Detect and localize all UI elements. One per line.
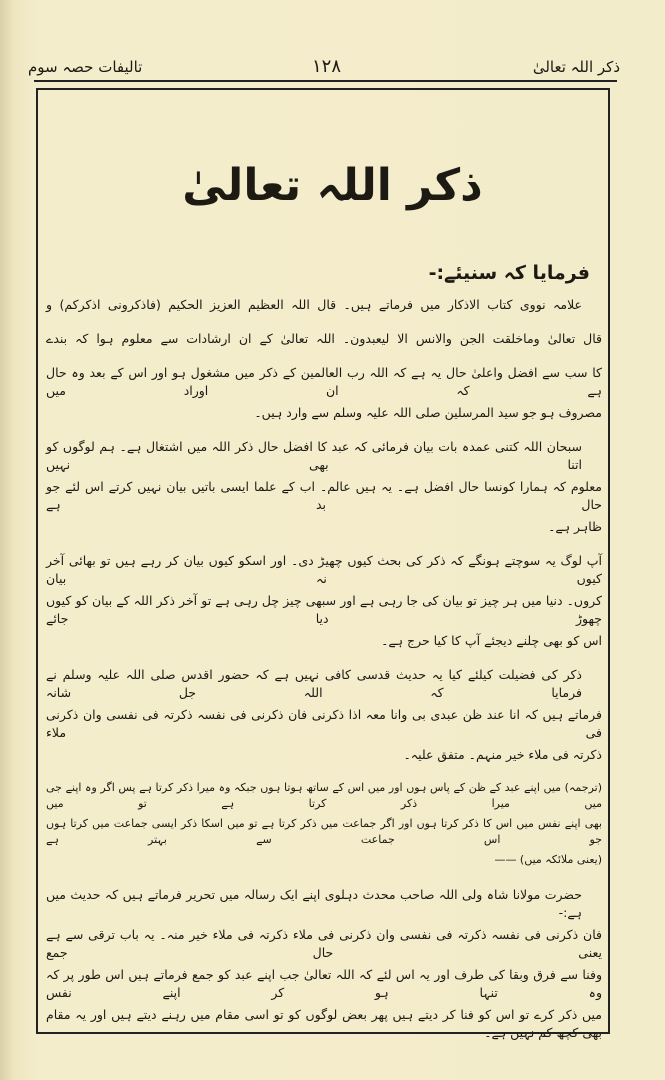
translation-line: (ترجمہ) میں اپنے عبد کے ظن کے پاس ہوں اور میں اس کے ساتھ ہوتا ہوں جبکہ وہ میرا ذکر کرتا ہے پس اگر وہ اپنے جی میں میرا ذکر کرتا ہے تو میں bbox=[46, 781, 602, 810]
text-line: کا سب سے افضل واعلیٰ حال یہ ہے کہ اللہ رب العالمین کے ذکر میں مشغول ہو اور اس کے بعد وہ حال ہے کہ ان اوراد میں bbox=[46, 365, 602, 398]
translation-line: بھی اپنے نفس میں اس کا ذکر کرتا ہوں اور اگر جماعت میں ذکر کرتا ہے تو میں اسکا ذکر ایسی جماعت میں کرتا ہوں جو اس جماعت سے بہتر ہے bbox=[46, 817, 602, 846]
text-line: اس کو بھی چلنے دیجئے آپ کا کیا حرج ہے۔ bbox=[381, 633, 602, 648]
text-line: فان ذکرنی فی نفسہ ذکرتہ فی نفسی وان ذکرنی فی ملاء ذکرتہ فی ملاء خیر منہ۔ یہ باب ترقی سے ہے یعنی حال جمع bbox=[46, 927, 602, 960]
text-line: ذکرتہ فی ملاء خیر منہم۔ متفق علیہ۔ bbox=[403, 747, 602, 762]
text-line: علامہ نووی کتاب الاذکار میں فرماتے ہیں۔ قال اللہ العظیم العزیز الحکیم (فاذکرونی اذکرکم) و bbox=[46, 297, 582, 312]
body-text bbox=[46, 292, 602, 1042]
text-line: وفنا سے فرق وبقا کی طرف اور یہ اس لئے کہ اللہ تعالیٰ جب اپنے عبد کو جمع فرماتے ہیں اس طور پر کہ وہ تنہا ہو کر اپنے نفس bbox=[46, 967, 602, 1000]
chapter-title: ذکر اللہ تعالیٰ bbox=[182, 160, 483, 211]
text-line: میں ذکر کرے تو اس کو فنا کر دیتے ہیں پھر بعض لوگوں کو تو اسی مقام میں رہنے دیتے ہیں اور یہ مقام بھی کچھ کم نہیں ہے۔ bbox=[46, 1007, 602, 1040]
text-line: حضرت مولانا شاہ ولی اللہ صاحب محدث دہلوی اپنے ایک رسالہ میں تحریر فرماتے ہیں کہ حدیث میں ہے:- bbox=[46, 887, 582, 920]
running-title: ذکر اللہ تعالیٰ bbox=[532, 58, 620, 76]
text-line: قال تعالیٰ وماخلقت الجن والانس الا لیعبدون۔ اللہ تعالیٰ کے ان ارشادات سے معلوم ہوا کہ بندے bbox=[46, 331, 602, 346]
translation-line: (یعنی ملائکہ میں) —— bbox=[494, 853, 602, 866]
text-line: ظاہر ہے۔ bbox=[548, 519, 602, 534]
text-line: کروں۔ دنیا میں ہر چیز تو بیان کی جا رہی ہے اور سبھی چیز چل رہی ہے تو آخر ذکر اللہ کے بیان کو کیوں چھوڑ دیا جائے bbox=[46, 593, 602, 626]
book-title: تالیفات حصہ سوم bbox=[28, 58, 143, 76]
text-line: مصروف ہو جو سید المرسلین صلی اللہ علیہ وسلم سے وارد ہیں۔ bbox=[254, 405, 602, 420]
page-number: ۱۲۸ bbox=[312, 56, 342, 77]
header-rule bbox=[34, 80, 617, 82]
subheading: فرمایا کہ سنیئے:- bbox=[428, 262, 590, 284]
text-line: معلوم کہ ہمارا کونسا حال افضل ہے۔ یہ ہیں عالم۔ اب کے علما ایسی باتیں بیان نہیں کرتے اس لئے جو حال بد ہے bbox=[46, 479, 602, 512]
text-line: فرماتے ہیں کہ انا عند ظن عبدی بی وانا معہ اذا ذکرنی فان ذکرنی فی نفسہ ذکرتہ فی نفسی وان ذکرنی فی ملاء bbox=[46, 707, 602, 740]
text-line: سبحان اللہ کتنی عمدہ بات بیان فرمائی کہ عبد کا افضل حال ذکر اللہ میں اشتغال ہے۔ ہم لوگوں کو اتنا بھی نہیں bbox=[46, 439, 582, 472]
text-line: آپ لوگ یہ سوچتے ہونگے کہ ذکر کی بحث کیوں چھیڑ دی۔ اور اسکو کیوں بیان کر رہے ہیں تو بھائی آخر کیوں نہ بیان bbox=[46, 553, 602, 586]
text-line: ذکر کی فضیلت کیلئے کیا یہ حدیث قدسی کافی نہیں ہے کہ حضور اقدس صلی اللہ علیہ وسلم نے فرمایا کہ اللہ جل شانہ bbox=[46, 667, 582, 700]
